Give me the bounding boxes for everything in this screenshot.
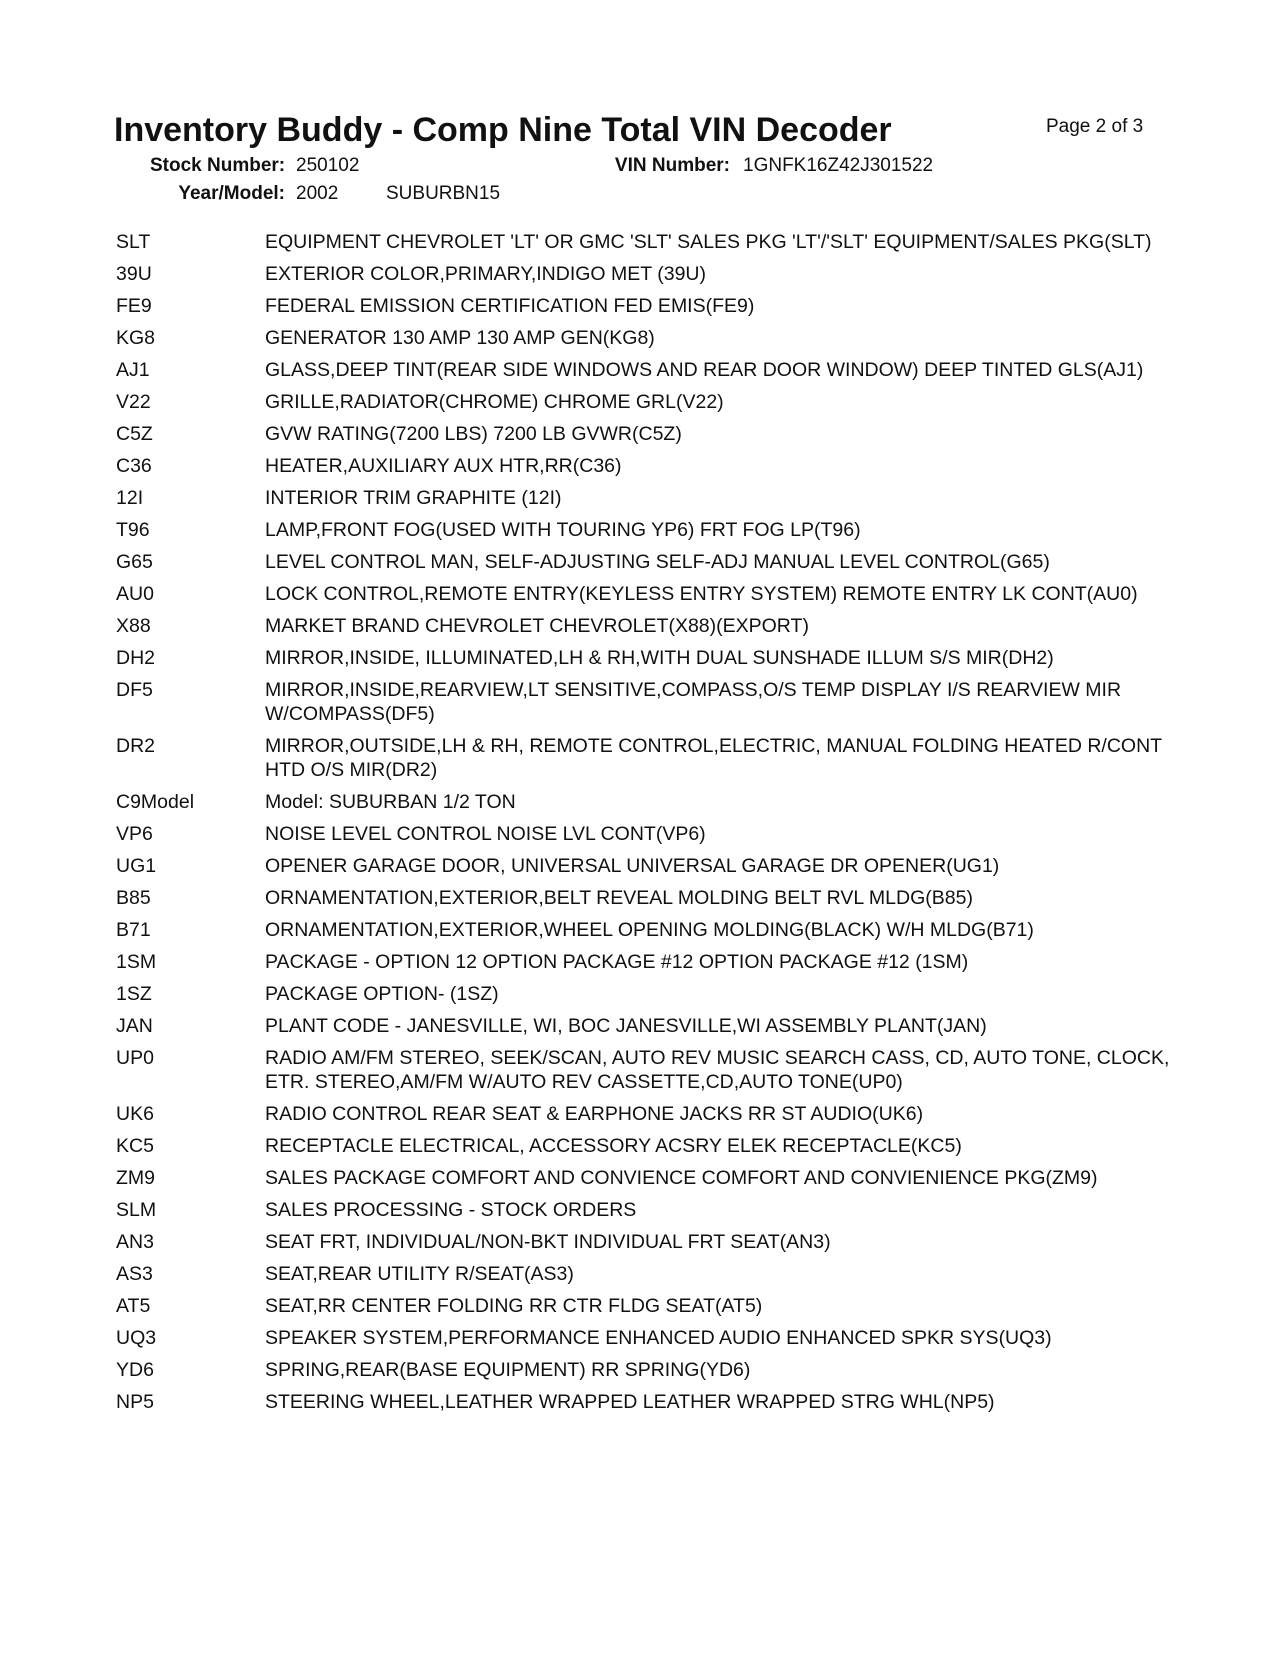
option-description: EXTERIOR COLOR,PRIMARY,INDIGO MET (39U): [265, 263, 706, 285]
option-description: EQUIPMENT CHEVROLET 'LT' OR GMC 'SLT' SALES PKG 'LT'/'SLT' EQUIPMENT/SALES PKG(SLT): [265, 231, 1152, 253]
option-description: RADIO AM/FM STEREO, SEEK/SCAN, AUTO REV MUSIC SEARCH CASS, CD, AUTO TONE, CLOCK, ETR. STEREO,AM/FM W/AUTO REV CASSETTE,CD,AUTO TONE(UP0): [265, 1047, 1170, 1093]
option-code: AJ1: [116, 359, 150, 381]
option-code-row: [116, 454, 1176, 478]
option-description: MIRROR,INSIDE, ILLUMINATED,LH & RH,WITH DUAL SUNSHADE ILLUM S/S MIR(DH2): [265, 647, 1054, 669]
option-code-row: [116, 486, 1176, 510]
option-code: V22: [116, 391, 151, 413]
option-code-row: [116, 734, 1176, 782]
option-code: 1SM: [116, 951, 157, 973]
option-code-row: [116, 518, 1176, 542]
option-description: NOISE LEVEL CONTROL NOISE LVL CONT(VP6): [265, 823, 706, 845]
document-title: Inventory Buddy - Comp Nine Total VIN Decoder: [114, 111, 892, 149]
option-code-row: [116, 262, 1176, 286]
option-code-row: [116, 1166, 1176, 1190]
option-code: 12I: [116, 487, 144, 509]
option-code-row: [116, 422, 1176, 446]
option-code-row: [116, 854, 1176, 878]
option-code: KG8: [116, 327, 156, 349]
option-code-row: [116, 790, 1176, 814]
option-description: PACKAGE - OPTION 12 OPTION PACKAGE #12 OPTION PACKAGE #12 (1SM): [265, 951, 969, 973]
option-description: HEATER,AUXILIARY AUX HTR,RR(C36): [265, 455, 622, 477]
option-code-row: [116, 1294, 1176, 1318]
option-code-row: [116, 1230, 1176, 1254]
option-code: AS3: [116, 1263, 153, 1285]
option-code: AU0: [116, 583, 154, 605]
option-description: RECEPTACLE ELECTRICAL, ACCESSORY ACSRY ELEK RECEPTACLE(KC5): [265, 1135, 962, 1157]
option-code-row: [116, 1358, 1176, 1382]
option-description: GRILLE,RADIATOR(CHROME) CHROME GRL(V22): [265, 391, 724, 413]
option-code: C36: [116, 455, 152, 477]
option-code-row: [116, 678, 1176, 726]
option-code: 1SZ: [116, 983, 152, 1005]
option-code: UQ3: [116, 1327, 157, 1349]
option-code-row: [116, 614, 1176, 638]
option-code: VP6: [116, 823, 153, 845]
option-code: C9Model: [116, 791, 195, 813]
option-code-row: [116, 294, 1176, 318]
option-description: FEDERAL EMISSION CERTIFICATION FED EMIS(FE9): [265, 295, 755, 317]
option-description: MIRROR,OUTSIDE,LH & RH, REMOTE CONTROL,ELECTRIC, MANUAL FOLDING HEATED R/CONT HTD O/S MIR(DR2): [265, 735, 1162, 781]
option-code-row: [116, 1046, 1176, 1094]
option-code-row: [116, 822, 1176, 846]
option-code-row: [116, 886, 1176, 910]
option-code: SLM: [116, 1199, 157, 1221]
model-value: SUBURBN15: [386, 183, 501, 204]
option-description: LEVEL CONTROL MAN, SELF-ADJUSTING SELF-ADJ MANUAL LEVEL CONTROL(G65): [265, 551, 1050, 573]
option-code: DR2: [116, 735, 156, 757]
option-description: MARKET BRAND CHEVROLET CHEVROLET(X88)(EXPORT): [265, 615, 809, 637]
option-description: ORNAMENTATION,EXTERIOR,WHEEL OPENING MOLDING(BLACK) W/H MLDG(B71): [265, 919, 1034, 941]
option-code: DF5: [116, 679, 153, 701]
option-description: SEAT FRT, INDIVIDUAL/NON-BKT INDIVIDUAL FRT SEAT(AN3): [265, 1231, 831, 1253]
option-code-row: [116, 1014, 1176, 1038]
option-code: FE9: [116, 295, 152, 317]
option-description: LAMP,FRONT FOG(USED WITH TOURING YP6) FRT FOG LP(T96): [265, 519, 861, 541]
option-code: ZM9: [116, 1167, 155, 1189]
option-description: INTERIOR TRIM GRAPHITE (12I): [265, 487, 562, 509]
option-code-row: [116, 646, 1176, 670]
year-value: 2002: [296, 183, 339, 204]
page-number: Page 2 of 3: [1046, 116, 1144, 137]
option-code: KC5: [116, 1135, 154, 1157]
option-code-row: [116, 1262, 1176, 1286]
vin-number-label: VIN Number:: [614, 155, 730, 176]
option-code: X88: [116, 615, 151, 637]
vin-number-value: 1GNFK16Z42J301522: [743, 155, 934, 176]
option-code-row: [116, 1102, 1176, 1126]
option-code-row: [116, 230, 1176, 254]
option-code-row: [116, 982, 1176, 1006]
option-code: SLT: [116, 231, 151, 253]
option-code: C5Z: [116, 423, 153, 445]
option-code-row: [116, 1134, 1176, 1158]
option-code: JAN: [116, 1015, 153, 1037]
option-code: G65: [116, 551, 153, 573]
option-code: UK6: [116, 1103, 154, 1125]
option-description: PACKAGE OPTION- (1SZ): [265, 983, 499, 1005]
option-code-row: [116, 918, 1176, 942]
option-description: SPEAKER SYSTEM,PERFORMANCE ENHANCED AUDIO ENHANCED SPKR SYS(UQ3): [265, 1327, 1052, 1349]
option-description: SEAT,RR CENTER FOLDING RR CTR FLDG SEAT(AT5): [265, 1295, 763, 1317]
option-code: NP5: [116, 1391, 154, 1413]
option-code: YD6: [116, 1359, 154, 1381]
option-description: GVW RATING(7200 LBS) 7200 LB GVWR(C5Z): [265, 423, 682, 445]
option-code-row: [116, 550, 1176, 574]
option-code: B85: [116, 887, 151, 909]
option-description: GLASS,DEEP TINT(REAR SIDE WINDOWS AND REAR DOOR WINDOW) DEEP TINTED GLS(AJ1): [265, 359, 1144, 381]
option-description: Model: SUBURBAN 1/2 TON: [265, 791, 516, 813]
option-code: T96: [116, 519, 150, 541]
option-description: RADIO CONTROL REAR SEAT & EARPHONE JACKS RR ST AUDIO(UK6): [265, 1103, 924, 1125]
option-code-row: [116, 1198, 1176, 1222]
option-code-row: [116, 1326, 1176, 1350]
stock-number-value: 250102: [296, 155, 360, 176]
option-code: 39U: [116, 263, 152, 285]
option-code: AN3: [116, 1231, 154, 1253]
option-code: DH2: [116, 647, 156, 669]
option-description: SEAT,REAR UTILITY R/SEAT(AS3): [265, 1263, 574, 1285]
stock-number-label: Stock Number:: [150, 155, 286, 176]
option-description: STEERING WHEEL,LEATHER WRAPPED LEATHER WRAPPED STRG WHL(NP5): [265, 1391, 995, 1413]
option-description: SPRING,REAR(BASE EQUIPMENT) RR SPRING(YD6): [265, 1359, 751, 1381]
option-description: SALES PACKAGE COMFORT AND CONVIENCE COMFORT AND CONVIENIENCE PKG(ZM9): [265, 1167, 1098, 1189]
option-code: UG1: [116, 855, 157, 877]
option-code: AT5: [116, 1295, 151, 1317]
option-description: SALES PROCESSING - STOCK ORDERS: [265, 1199, 637, 1221]
option-description: GENERATOR 130 AMP 130 AMP GEN(KG8): [265, 327, 655, 349]
year-model-label: Year/Model:: [178, 183, 285, 204]
option-code-row: [116, 950, 1176, 974]
option-description: OPENER GARAGE DOOR, UNIVERSAL UNIVERSAL GARAGE DR OPENER(UG1): [265, 855, 1000, 877]
option-code-row: [116, 358, 1176, 382]
option-code: UP0: [116, 1047, 154, 1069]
option-description: PLANT CODE - JANESVILLE, WI, BOC JANESVILLE,WI ASSEMBLY PLANT(JAN): [265, 1015, 987, 1037]
option-description: LOCK CONTROL,REMOTE ENTRY(KEYLESS ENTRY SYSTEM) REMOTE ENTRY LK CONT(AU0): [265, 583, 1138, 605]
option-code-row: [116, 326, 1176, 350]
option-code-row: [116, 390, 1176, 414]
option-code-row: [116, 582, 1176, 606]
option-description: MIRROR,INSIDE,REARVIEW,LT SENSITIVE,COMPASS,O/S TEMP DISPLAY I/S REARVIEW MIR W/COMPASS(DF5): [265, 679, 1122, 725]
option-code-list: [116, 230, 1176, 1422]
option-code: B71: [116, 919, 151, 941]
option-description: ORNAMENTATION,EXTERIOR,BELT REVEAL MOLDING BELT RVL MLDG(B85): [265, 887, 973, 909]
option-code-row: [116, 1390, 1176, 1414]
